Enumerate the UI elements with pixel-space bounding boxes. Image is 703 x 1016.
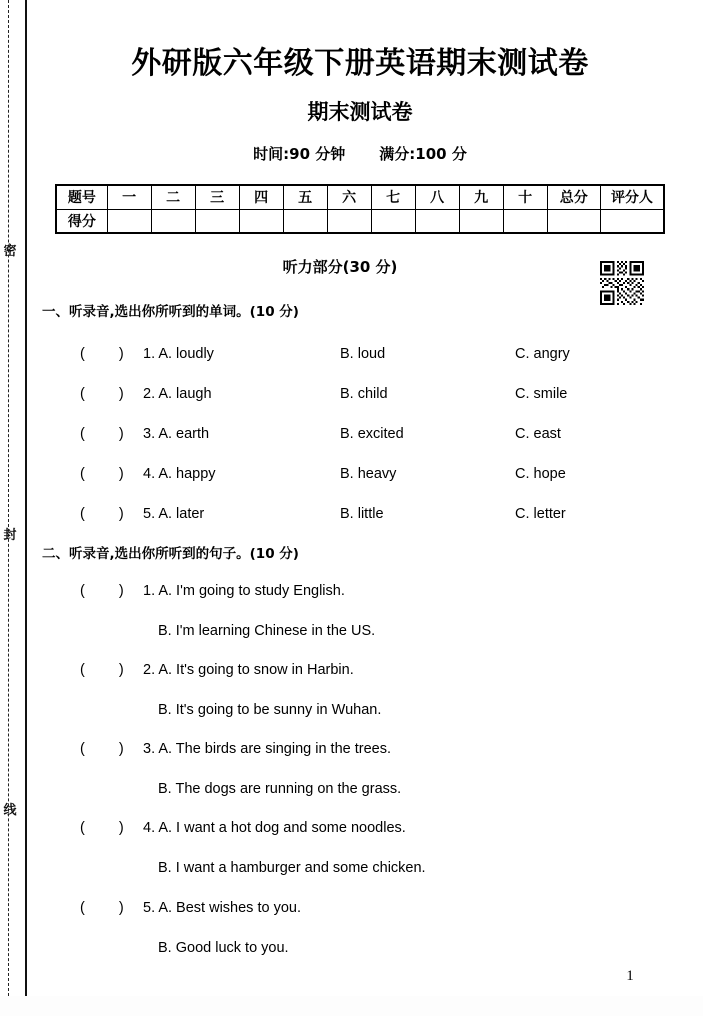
list-item[interactable] — [0, 741, 703, 761]
list-item[interactable] — [0, 466, 703, 486]
exam-duration: 时间:90 分钟 — [253, 145, 346, 163]
list-item-continuation[interactable] — [0, 781, 703, 801]
option-a[interactable]: 5. A. Best wishes to you. — [143, 900, 301, 916]
page-title: 外研版六年级下册英语期末测试卷 — [131, 46, 589, 81]
exam-meta-line — [40, 143, 680, 164]
option-a[interactable]: 2. A. It's going to snow in Harbin. — [143, 662, 354, 678]
score-table-header-cell: 九 — [459, 185, 503, 209]
answer-blank[interactable]: ( ) — [80, 426, 124, 442]
option-b[interactable]: B. I want a hamburger and some chicken. — [158, 860, 426, 876]
score-table-row-label: 得分 — [56, 209, 107, 233]
table-row-scores — [56, 209, 664, 233]
list-item[interactable] — [0, 900, 703, 920]
list-item[interactable] — [0, 346, 703, 366]
option-a[interactable]: 1. A. I'm going to study English. — [143, 583, 345, 599]
score-table-header-cell: 二 — [151, 185, 195, 209]
answer-blank[interactable]: ( ) — [80, 506, 124, 522]
score-input-cell[interactable] — [547, 209, 600, 233]
list-item[interactable] — [0, 662, 703, 682]
score-input-cell[interactable] — [107, 209, 151, 233]
score-input-cell[interactable] — [151, 209, 195, 233]
list-item[interactable] — [0, 583, 703, 603]
score-input-cell[interactable] — [415, 209, 459, 233]
list-item[interactable] — [0, 386, 703, 406]
option-a[interactable]: 3. A. The birds are singing in the trees. — [143, 741, 391, 757]
list-item-continuation[interactable] — [0, 623, 703, 643]
seal-char-mi: 密 — [3, 244, 17, 259]
seal-char-xian: 线 — [3, 803, 17, 818]
option-a[interactable]: 5. A. later — [143, 506, 205, 522]
option-a[interactable]: 2. A. laugh — [143, 386, 212, 402]
option-a[interactable]: 4. A. I want a hot dog and some noodles. — [143, 820, 406, 836]
seal-char-feng: 封 — [3, 528, 17, 543]
score-table-header-cell: 十 — [503, 185, 547, 209]
score-input-cell[interactable] — [195, 209, 239, 233]
option-b[interactable]: B. It's going to be sunny in Wuhan. — [158, 702, 382, 718]
question-heading-1: 一、听录音,选出你所听到的单词。(10 分) — [42, 304, 299, 320]
score-input-cell[interactable] — [327, 209, 371, 233]
list-item-continuation[interactable] — [0, 940, 703, 960]
option-a[interactable]: 3. A. earth — [143, 426, 210, 442]
answer-blank[interactable]: ( ) — [80, 820, 124, 836]
score-table — [55, 184, 665, 234]
score-table-header-cell: 六 — [327, 185, 371, 209]
seal-solid-line — [25, 0, 27, 996]
score-table-header-cell: 五 — [283, 185, 327, 209]
score-table-header-cell: 三 — [195, 185, 239, 209]
option-b[interactable]: B. little — [340, 506, 384, 522]
score-table-header-cell: 评分人 — [600, 185, 664, 209]
score-input-cell[interactable] — [283, 209, 327, 233]
score-input-cell[interactable] — [503, 209, 547, 233]
score-table-header-cell: 八 — [415, 185, 459, 209]
listening-section-banner: 听力部分(30 分) — [282, 258, 398, 276]
option-b[interactable]: B. excited — [340, 426, 404, 442]
option-c[interactable]: C. hope — [515, 466, 566, 482]
answer-blank[interactable]: ( ) — [80, 583, 124, 599]
list-item-continuation[interactable] — [0, 860, 703, 880]
score-input-cell[interactable] — [600, 209, 664, 233]
score-table-header-cell: 七 — [371, 185, 415, 209]
option-b[interactable]: B. heavy — [340, 466, 397, 482]
option-c[interactable]: C. angry — [515, 346, 570, 362]
option-c[interactable]: C. east — [515, 426, 561, 442]
score-input-cell[interactable] — [239, 209, 283, 233]
option-b[interactable]: B. The dogs are running on the grass. — [158, 781, 402, 797]
page-number: 1 — [626, 968, 634, 984]
option-b[interactable]: B. Good luck to you. — [158, 940, 289, 956]
list-item-continuation[interactable] — [0, 702, 703, 722]
option-c[interactable]: C. letter — [515, 506, 566, 522]
answer-blank[interactable]: ( ) — [80, 741, 124, 757]
answer-blank[interactable]: ( ) — [80, 662, 124, 678]
list-item[interactable] — [0, 820, 703, 840]
option-b[interactable]: B. child — [340, 386, 388, 402]
seal-dotted-line — [8, 0, 9, 996]
score-input-cell[interactable] — [459, 209, 503, 233]
answer-blank[interactable]: ( ) — [80, 466, 124, 482]
option-c[interactable]: C. smile — [515, 386, 568, 402]
answer-blank[interactable]: ( ) — [80, 386, 124, 402]
exam-total-score: 满分:100 分 — [379, 145, 467, 163]
answer-blank[interactable]: ( ) — [80, 900, 124, 916]
option-a[interactable]: 4. A. happy — [143, 466, 216, 482]
list-item[interactable] — [0, 506, 703, 526]
score-table-header-cell: 四 — [239, 185, 283, 209]
score-table-header-cell: 总分 — [547, 185, 600, 209]
page-bottom-edge — [0, 996, 703, 1016]
option-b[interactable]: B. loud — [340, 346, 386, 362]
option-a[interactable]: 1. A. loudly — [143, 346, 214, 362]
answer-blank[interactable]: ( ) — [80, 346, 124, 362]
score-table-header-cell: 题号 — [56, 185, 107, 209]
page-subtitle: 期末测试卷 — [307, 100, 413, 124]
table-row-header — [56, 185, 664, 209]
score-table-header-cell: 一 — [107, 185, 151, 209]
score-input-cell[interactable] — [371, 209, 415, 233]
list-item[interactable] — [0, 426, 703, 446]
question-heading-2: 二、听录音,选出你所听到的句子。(10 分) — [42, 546, 299, 562]
qr-code-icon — [600, 261, 644, 305]
option-b[interactable]: B. I'm learning Chinese in the US. — [158, 623, 376, 639]
